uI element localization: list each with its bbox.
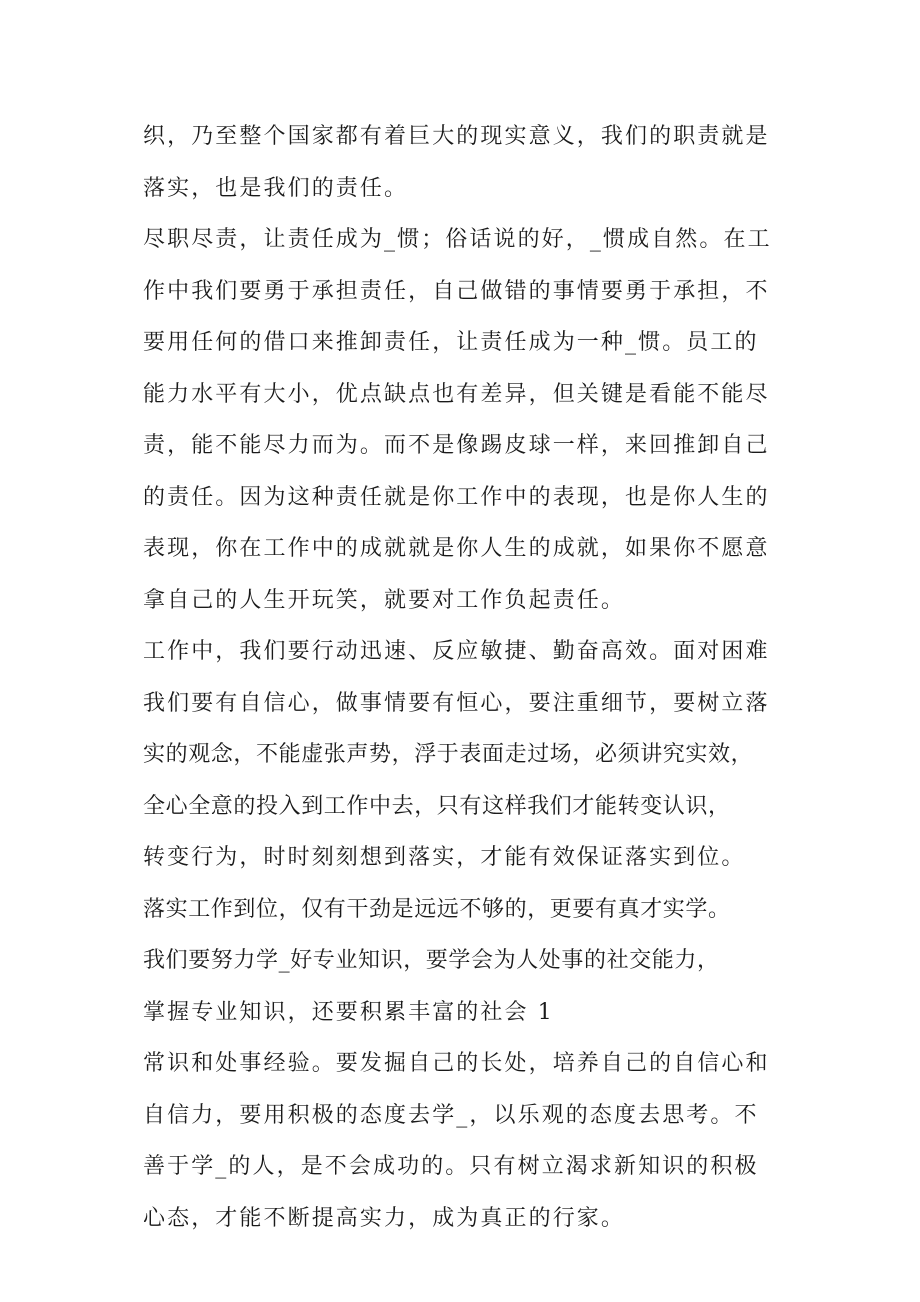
text-line: 掌握专业知识，还要积累丰富的社会 1 [143,999,554,1025]
text-line: 要用任何的借口来推卸责任，让责任成为一种_惯。员工的 [143,330,759,355]
text-line: 表现，你在工作中的成就就是你人生的成就，如果你不愿意 [143,536,770,561]
text-line: 常识和处事经验。要发掘自己的长处，培养自己的自信心和 [143,1051,770,1076]
text-line: 拿自己的人生开玩笑，就要对工作负起责任。 [143,587,626,613]
text-line: 尽职尽责，让责任成为_惯；俗话说的好，_惯成自然。在工 [143,227,772,252]
text-line: 作中我们要勇于承担责任，自己做错的事情要勇于承担，不 [143,278,770,304]
text-line: 转变行为，时时刻刻想到落实，才能有效保证落实到位。 [143,845,746,870]
text-line: 落实工作到位，仅有干劲是远远不够的，更要有真才实学。 [143,896,731,922]
text-line: 工作中，我们要行动迅速、反应敏捷、勤奋高效。面对困难 [143,639,770,664]
text-line: 全心全意的投入到工作中去，只有这样我们才能转变认识， [143,793,731,819]
text-line: 责，能不能尽力而为。而不是像踢皮球一样，来回推卸自己 [143,433,770,458]
text-line: 能力水平有大小，优点缺点也有差异，但关键是看能不能尽 [143,381,770,407]
text-line: 我们要有自信心，做事情要有恒心，要注重细节，要树立落 [143,690,770,716]
text-line: 织，乃至整个国家都有着巨大的现实意义，我们的职责就是 [143,124,770,149]
text-line: 自信力，要用积极的态度去学_，以乐观的态度去思考。不 [143,1102,759,1128]
text-line: 落实，也是我们的责任。 [143,175,409,201]
text-line: 心态，才能不断提高实力，成为真正的行家。 [143,1205,626,1231]
text-line: 的责任。因为这种责任就是你工作中的表现，也是你人生的 [143,484,770,510]
text-line: 我们要努力学_好专业知识，要学会为人处事的社交能力， [143,948,720,973]
body-text [143,111,803,1244]
text-line: 善于学_的人，是不会成功的。只有树立渴求新知识的积极 [143,1154,759,1179]
text-line: 实的观念，不能虚张声势，浮于表面走过场，必须讲究实效， [143,742,754,767]
